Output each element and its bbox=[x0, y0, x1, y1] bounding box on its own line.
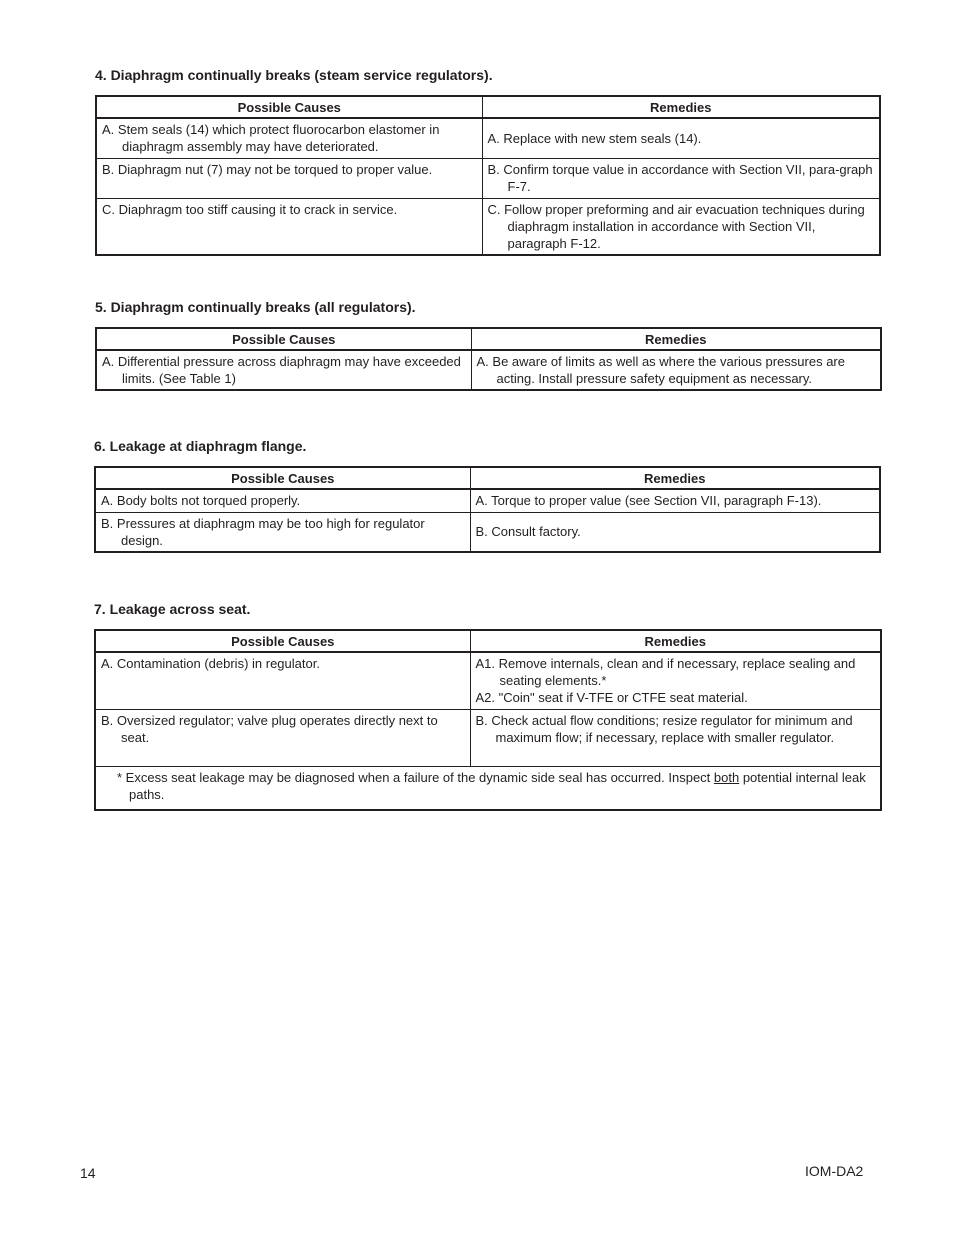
troubleshooting-table bbox=[95, 327, 882, 391]
cause-cell: B. Diaphragm nut (7) may not be torqued to proper value. bbox=[102, 161, 433, 177]
table-header-row bbox=[96, 96, 880, 118]
troubleshooting-table bbox=[94, 466, 881, 553]
footnote bbox=[101, 769, 875, 803]
troubleshooting-table bbox=[94, 629, 882, 811]
remedy-cell-a2: A2. "Coin" seat if V-TFE or CTFE seat material. bbox=[475, 690, 748, 705]
cause-cell: A. Body bolts not torqued properly. bbox=[101, 493, 301, 508]
table-header-row bbox=[95, 467, 880, 489]
table-header-row bbox=[96, 328, 881, 350]
section-7 bbox=[94, 601, 882, 811]
remedy-cell: C. Follow proper preforming and air evacuation techniques during diaphragm installation in accordance with Section VII, paragraph F-12. bbox=[487, 201, 865, 251]
troubleshooting-table bbox=[95, 95, 881, 256]
remedy-cell: A. Torque to proper value (see Section VII, paragraph F-13). bbox=[475, 493, 822, 508]
table-note-row bbox=[95, 766, 881, 810]
table-row bbox=[96, 118, 880, 158]
cause-cell: A. Differential pressure across diaphragm may have exceeded limits. (See Table 1) bbox=[102, 354, 461, 386]
table-row bbox=[95, 512, 880, 552]
remedy-cell: B. Consult factory. bbox=[475, 524, 581, 540]
table-row bbox=[95, 652, 881, 709]
table-header-row bbox=[95, 630, 881, 652]
remedy-cell-a1: A1. Remove internals, clean and if necessary, replace sealing and seating elements.* bbox=[475, 656, 856, 688]
section-title: 7. Leakage across seat. bbox=[94, 601, 251, 617]
section-title: 5. Diaphragm continually breaks (all regulators). bbox=[95, 299, 416, 315]
section-5 bbox=[95, 299, 882, 391]
causes-header: Possible Causes bbox=[96, 96, 482, 118]
table-row bbox=[95, 709, 881, 766]
causes-header: Possible Causes bbox=[95, 630, 470, 652]
remedies-header: Remedies bbox=[470, 630, 881, 652]
remedies-header: Remedies bbox=[470, 467, 880, 489]
remedies-header: Remedies bbox=[471, 328, 881, 350]
section-title: 4. Diaphragm continually breaks (steam service regulators). bbox=[95, 67, 493, 83]
table-row bbox=[96, 198, 880, 255]
cause-cell: B. Oversized regulator; valve plug operates directly next to seat. bbox=[101, 712, 438, 745]
table-row bbox=[95, 489, 880, 512]
footnote-text-end: potential internal leak paths. bbox=[129, 769, 866, 802]
causes-header: Possible Causes bbox=[95, 467, 470, 489]
remedy-cell: B. Confirm torque value in accordance with Section VII, para-graph F-7. bbox=[487, 161, 873, 194]
remedies-header: Remedies bbox=[482, 96, 880, 118]
footnote-underlined: both bbox=[713, 769, 740, 785]
section-title: 6. Leakage at diaphragm flange. bbox=[94, 438, 307, 454]
cause-cell: A. Stem seals (14) which protect fluorocarbon elastomer in diaphragm assembly may have deteriorated. bbox=[102, 122, 440, 154]
cause-cell: A. Contamination (debris) in regulator. bbox=[101, 656, 320, 671]
remedy-cell: A. Replace with new stem seals (14). bbox=[487, 130, 702, 146]
remedy-cell: A. Be aware of limits as well as where the various pressures are acting. Install pressure safety equipment as necessary. bbox=[476, 354, 845, 386]
document-id: IOM-DA2 bbox=[805, 1163, 864, 1179]
footnote-text: * Excess seat leakage may be diagnosed when a failure of the dynamic side seal has occurred. Inspect bbox=[117, 769, 714, 785]
remedy-cell: B. Check actual flow conditions; resize regulator for minimum and maximum flow; if necessary, replace with smaller regulator. bbox=[475, 712, 853, 745]
section-4 bbox=[95, 67, 881, 256]
table-row bbox=[96, 158, 880, 198]
page-number: 14 bbox=[80, 1165, 96, 1181]
section-6 bbox=[94, 438, 881, 553]
causes-header: Possible Causes bbox=[96, 328, 471, 350]
table-row bbox=[96, 350, 881, 390]
cause-cell: B. Pressures at diaphragm may be too high for regulator design. bbox=[101, 515, 425, 548]
cause-cell: C. Diaphragm too stiff causing it to crack in service. bbox=[102, 201, 398, 217]
